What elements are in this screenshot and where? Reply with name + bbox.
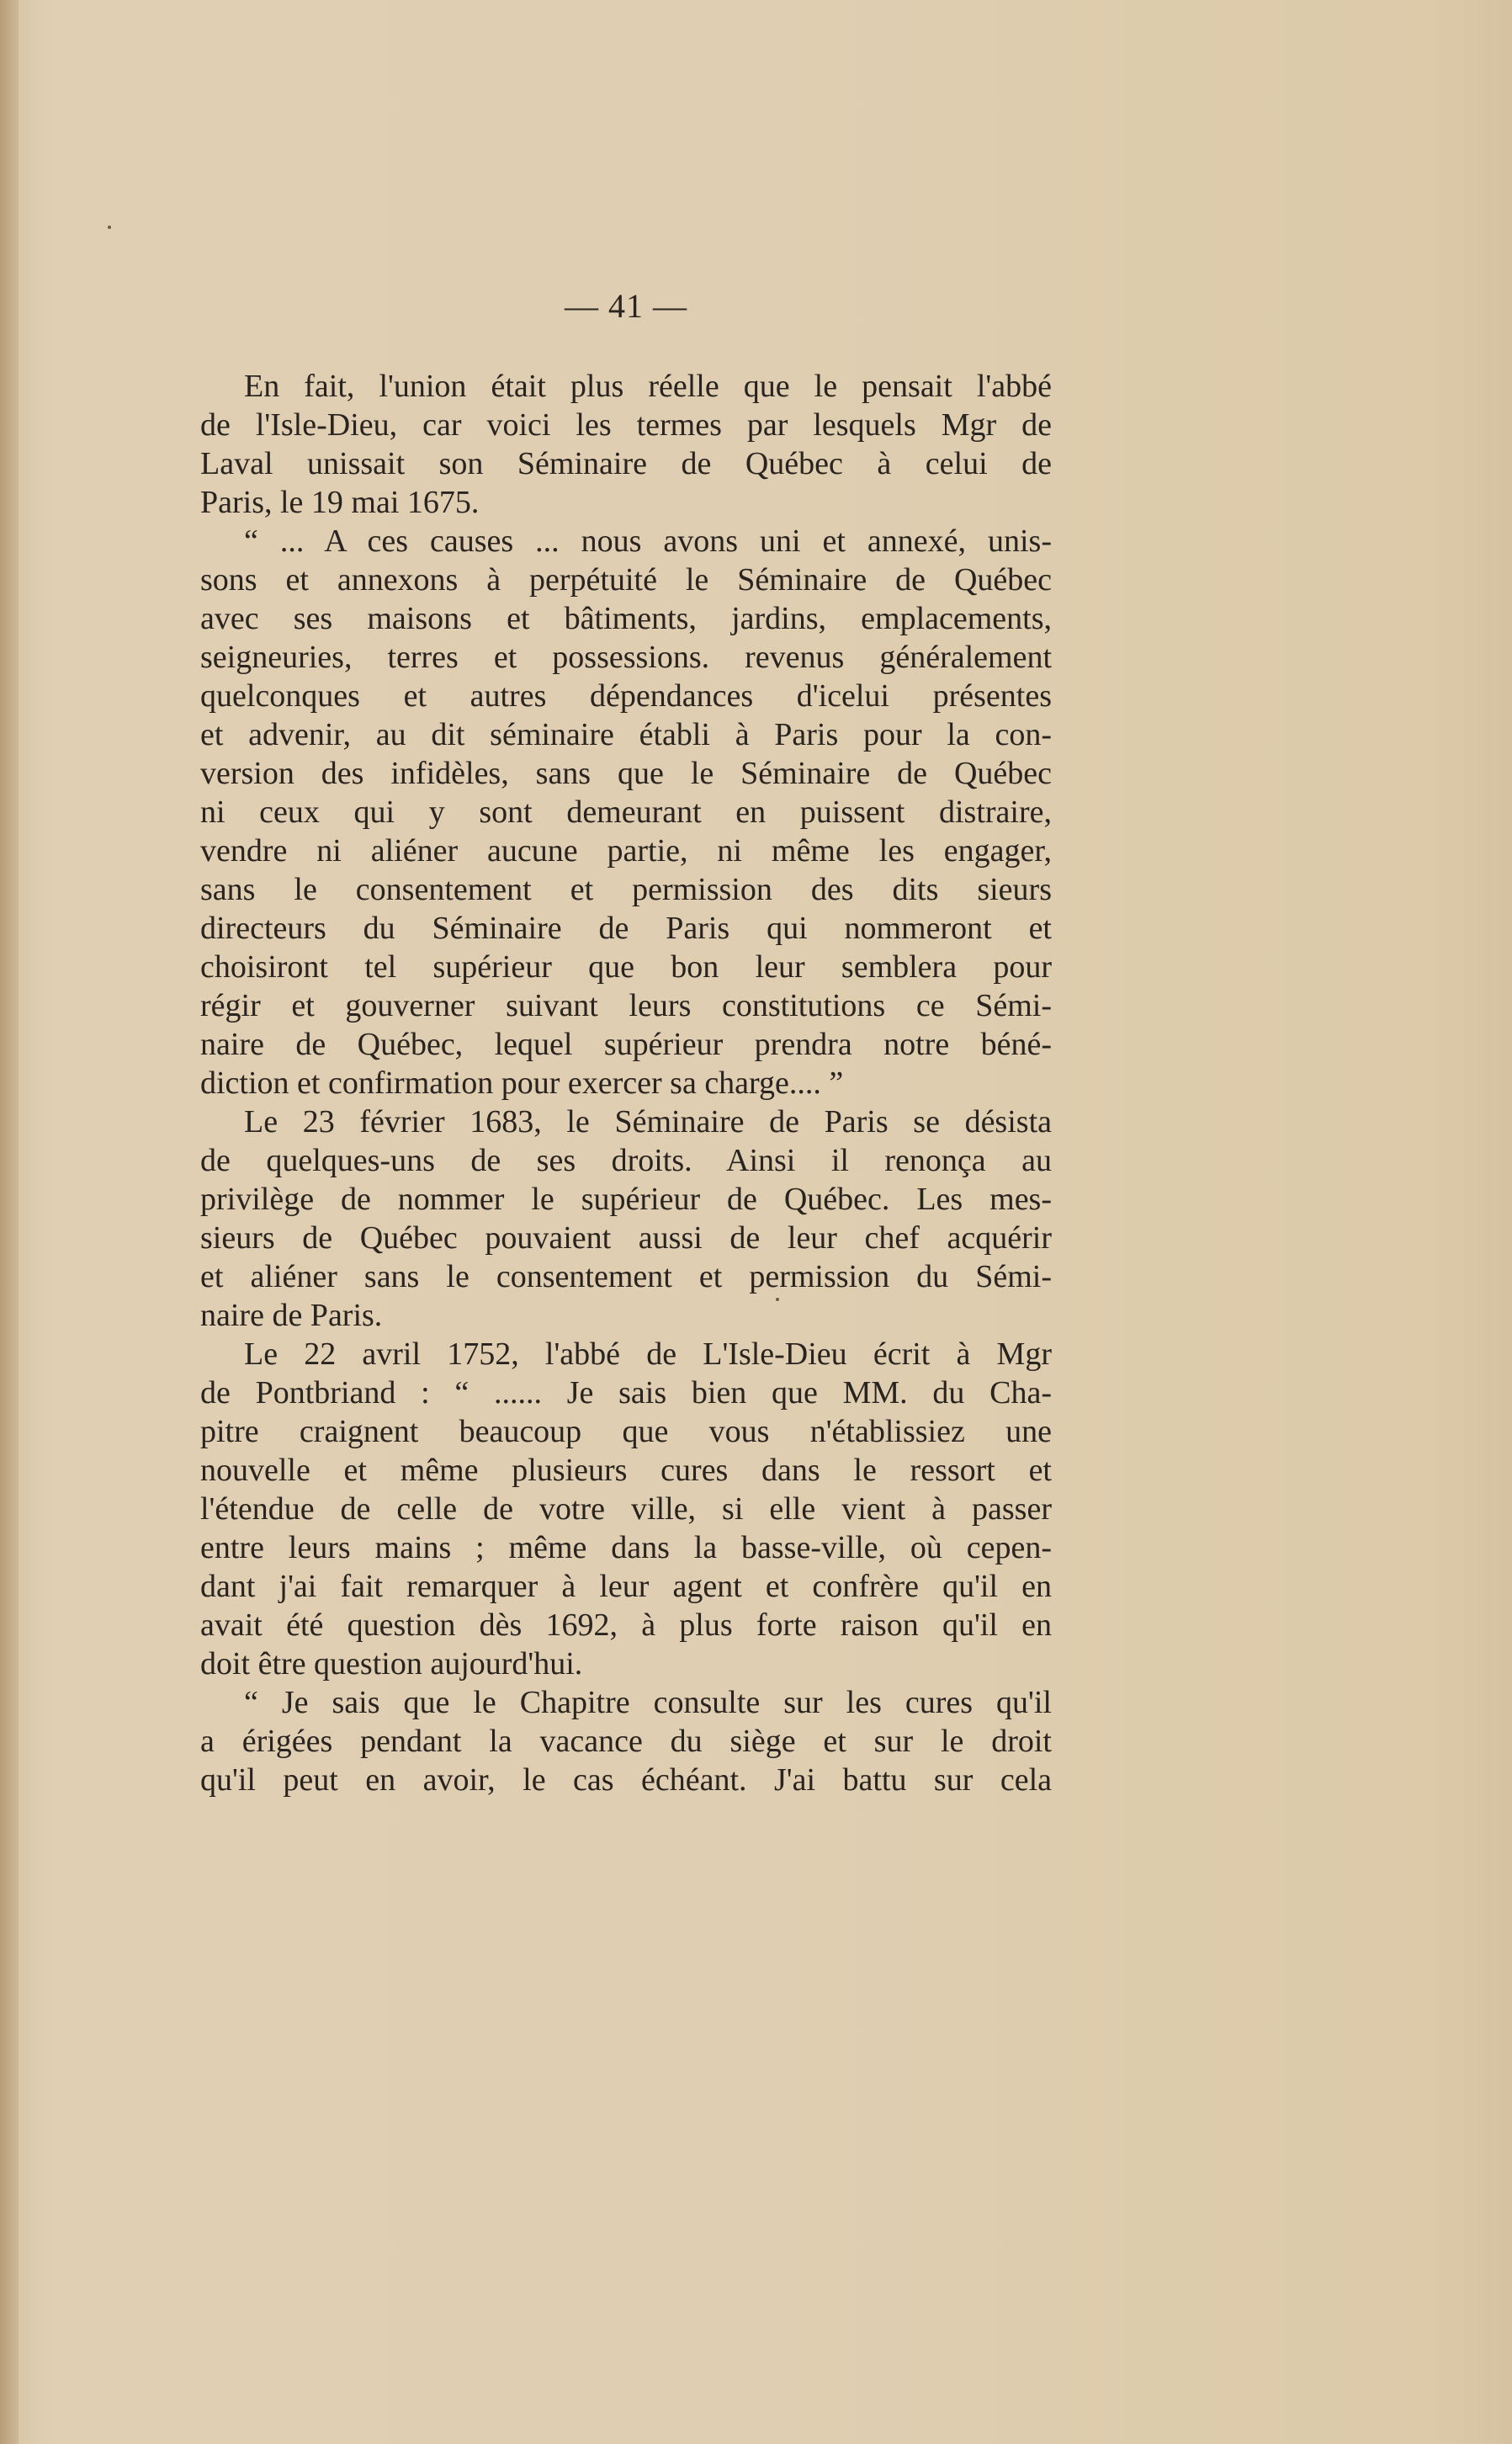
page-gutter [0, 0, 19, 2444]
text-line: seigneuries, terres et possessions. revenus généralement [200, 640, 1052, 675]
text-line: privilège de nommer le supérieur de Québec. Les mes- [200, 1182, 1052, 1217]
text-line: sieurs de Québec pouvaient aussi de leur chef acquérir [200, 1220, 1052, 1256]
text-line: de quelques-uns de ses droits. Ainsi il renonça au [200, 1143, 1052, 1178]
text-line: régir et gouverner suivant leurs constitutions ce Sémi- [200, 988, 1052, 1023]
paper-speck [108, 226, 111, 229]
text-line: l'étendue de celle de votre ville, si elle vient à passer [200, 1491, 1052, 1527]
text-line: Le 23 février 1683, le Séminaire de Paris se désista [244, 1104, 1052, 1140]
text-line: directeurs du Séminaire de Paris qui nommeront et [200, 911, 1052, 946]
paragraph-quotation [200, 522, 1052, 1102]
text-line: doit être question aujourd'hui. [200, 1646, 583, 1682]
paragraph-1683 [200, 1102, 1052, 1335]
paragraph-union [200, 367, 1052, 522]
page-number: — 41 — [565, 287, 687, 325]
text-line: qu'il peut en avoir, le cas échéant. J'ai battu sur cela [200, 1762, 1052, 1798]
page-text [200, 286, 1052, 1799]
text-line: version des infidèles, sans que le Séminaire de Québec [200, 756, 1052, 791]
paragraph-1752 [200, 1335, 1052, 1683]
text-line: Paris, le 19 mai 1675. [200, 485, 480, 520]
text-line: Le 22 avril 1752, l'abbé de L'Isle-Dieu écrit à Mgr [244, 1336, 1052, 1372]
text-line: “ Je sais que le Chapitre consulte sur les cures qu'il [244, 1685, 1052, 1720]
text-line: Laval unissait son Séminaire de Québec à celui de [200, 446, 1052, 481]
text-line: vendre ni aliéner aucune partie, ni même les engager, [200, 833, 1052, 869]
text-line: quelconques et autres dépendances d'icelui présentes [200, 678, 1052, 714]
text-line: et aliéner sans le consentement et permission du Sémi- [200, 1259, 1052, 1294]
text-line: sans le consentement et permission des dits sieurs [200, 872, 1052, 907]
text-line: avait été question dès 1692, à plus forte raison qu'il en [200, 1607, 1052, 1643]
text-line: de Pontbriand : “ ...... Je sais bien que MM. du Cha- [200, 1375, 1052, 1411]
text-line: de l'Isle-Dieu, car voici les termes par lesquels Mgr de [200, 407, 1052, 443]
text-line: En fait, l'union était plus réelle que le pensait l'abbé [244, 369, 1052, 404]
text-line: et advenir, au dit séminaire établi à Paris pour la con- [200, 717, 1052, 752]
text-line: naire de Paris. [200, 1298, 383, 1333]
text-line: a érigées pendant la vacance du siège et sur le droit [200, 1724, 1052, 1759]
text-line: entre leurs mains ; même dans la basse-ville, où cepen- [200, 1530, 1052, 1565]
paragraph-chapitre [200, 1683, 1052, 1799]
text-line: avec ses maisons et bâtiments, jardins, emplacements, [200, 601, 1052, 636]
text-line: dant j'ai fait remarquer à leur agent et confrère qu'il en [200, 1569, 1052, 1604]
text-line: pitre craignent beaucoup que vous n'établissiez une [200, 1414, 1052, 1449]
text-line: ni ceux qui y sont demeurant en puissent distraire, [200, 794, 1052, 830]
text-line: nouvelle et même plusieurs cures dans le ressort et [200, 1453, 1052, 1488]
text-line: naire de Québec, lequel supérieur prendra notre béné- [200, 1027, 1052, 1062]
text-line: choisiront tel supérieur que bon leur semblera pour [200, 949, 1052, 985]
text-line: sons et annexons à perpétuité le Séminaire de Québec [200, 562, 1052, 598]
text-line: “ ... A ces causes ... nous avons uni et annexé, unis- [244, 523, 1052, 559]
text-line: diction et confirmation pour exercer sa charge.... ” [200, 1065, 844, 1101]
